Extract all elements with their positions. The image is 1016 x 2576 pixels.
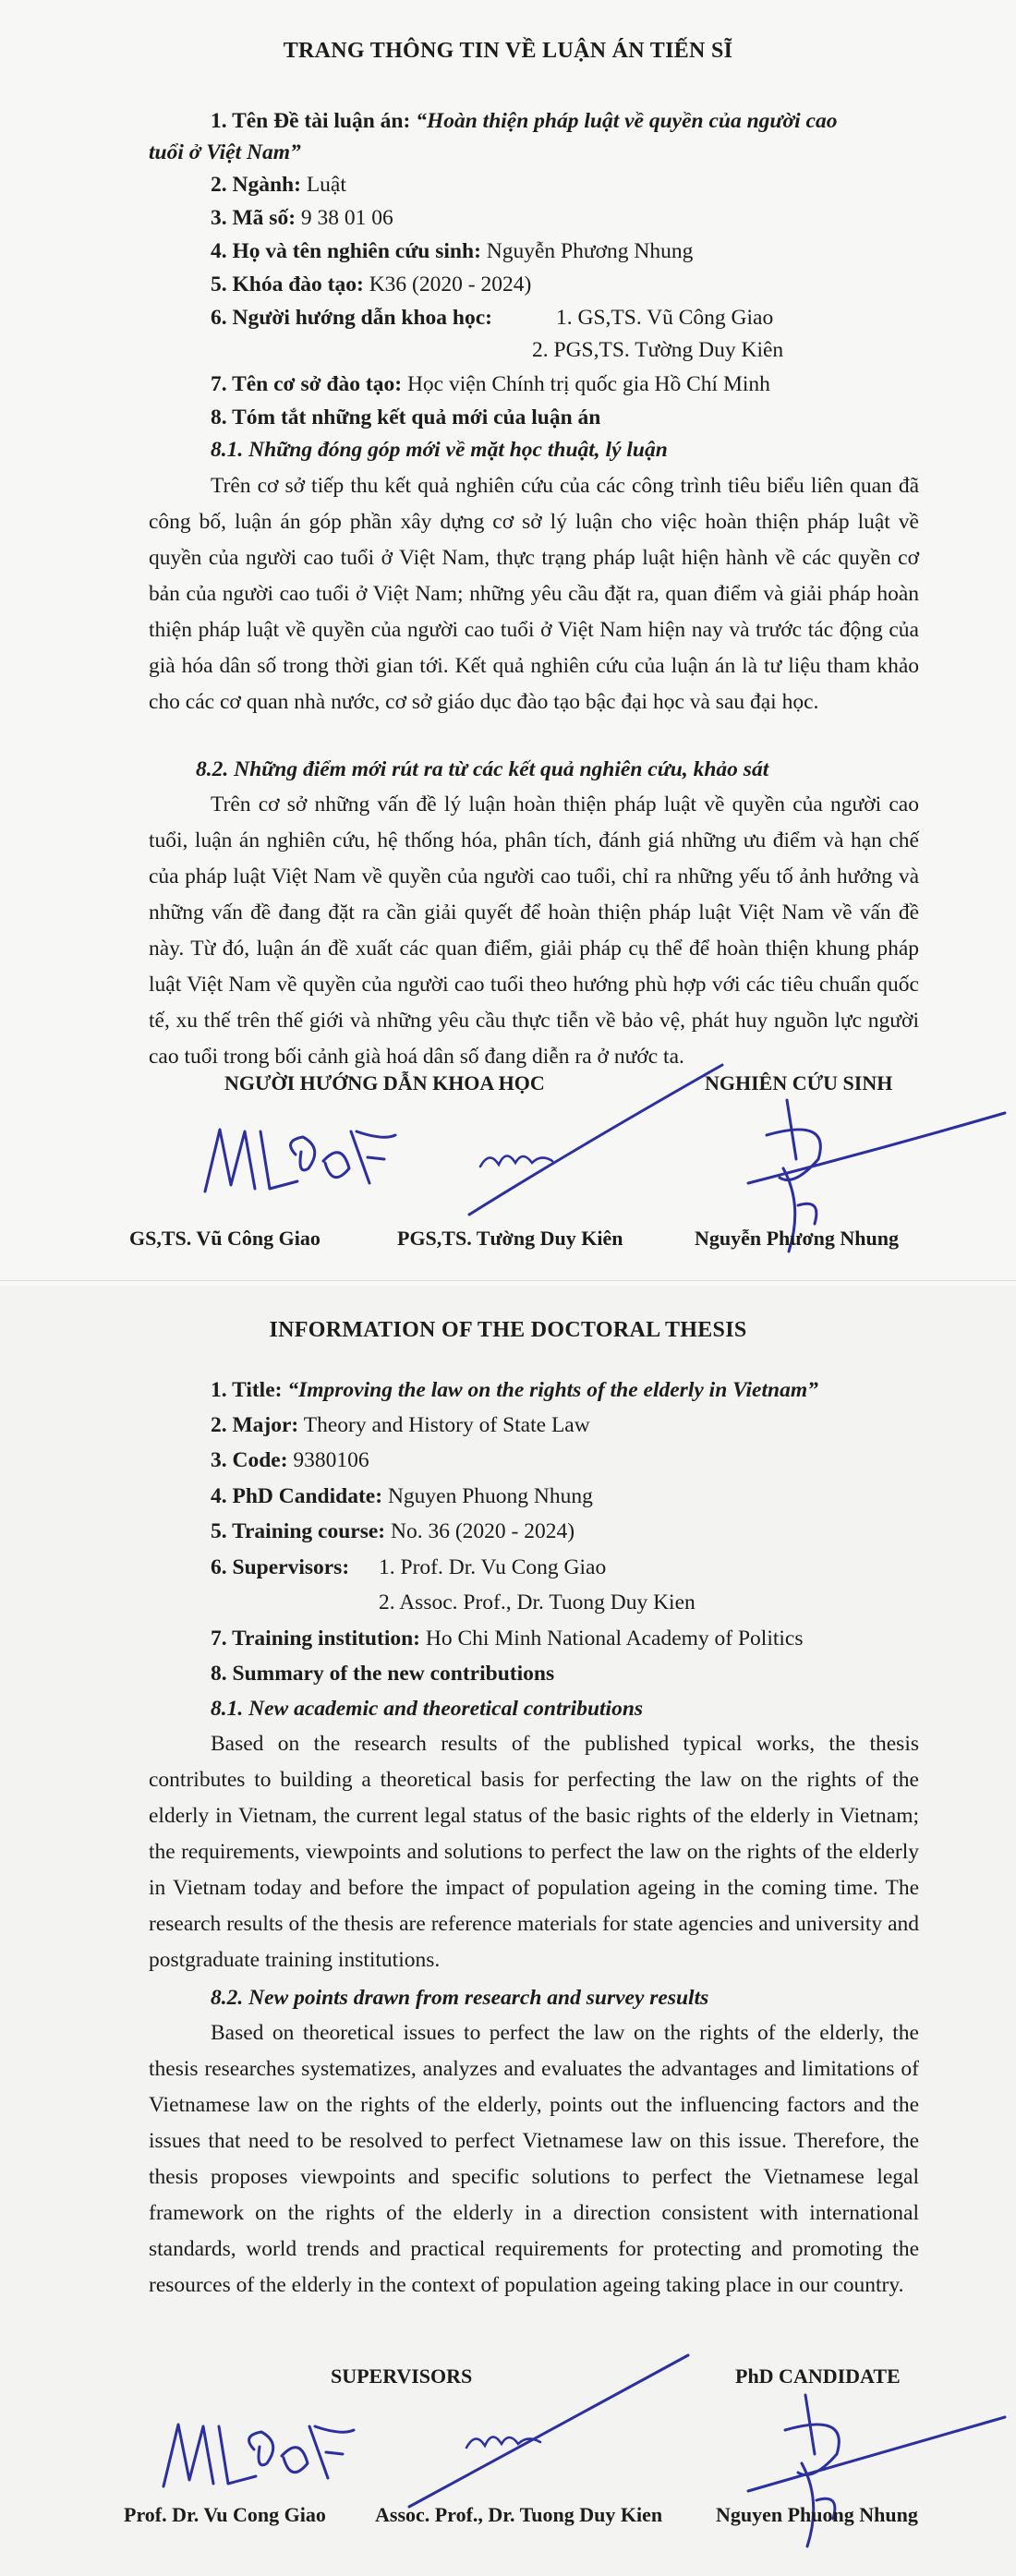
signature-name-3: Nguyễn Phương Nhung [695,1227,900,1250]
field-label: 6. Người hướng dẫn khoa học: [211,306,492,330]
course-field [211,272,531,297]
institution-field [211,1627,804,1651]
supervisors-signature-heading: SUPERVISORS [331,2364,473,2388]
section-heading-8-2: 8.2. New points drawn from research and survey results [211,1986,709,2010]
field-label: 7. Training institution: [211,1627,421,1651]
field-value: Ho Chi Minh National Academy of Politics [425,1627,804,1651]
signature-tuong-duy-kien-icon [462,1058,739,1224]
code-field [211,206,393,231]
field-label: 4. Họ và tên nghiên cứu sinh: [211,239,481,263]
field-value: “Improving the law on the rights of the elderly in Vietnam” [287,1378,818,1402]
field-label: 2. Ngành: [211,173,301,197]
field-label: 5. Khóa đào tạo: [211,272,364,296]
supervisors-signature-heading: NGƯỜI HƯỚNG DẪN KHOA HỌC [224,1071,545,1094]
page-english [0,1286,1016,2576]
section-heading-8-1: 8.1. Những đóng góp mới về mặt học thuật, lý luận [211,438,668,462]
field-value: tuổi ở Việt Nam” [149,140,301,164]
signature-vu-cong-giao-icon [194,1104,406,1205]
field-label: 1. Title: [211,1378,283,1402]
code-field [211,1448,369,1473]
supervisors-field [211,1555,349,1580]
field-label: 7. Tên cơ sở đào tạo: [211,372,403,396]
supervisor-1: 1. Prof. Dr. Vu Cong Giao [379,1555,607,1579]
field-value: 9 38 01 06 [300,206,393,230]
field-value: Luật [306,173,346,197]
section-heading-8-1: 8.1. New academic and theoretical contributions [211,1697,644,1721]
field-value: Theory and History of State Law [303,1413,590,1437]
paragraph-8-2: Based on theoretical issues to perfect the law on the rights of the elderly, the thesis researches systematizes, analyzes and evaluates the advantages and limitations of Vietnamese law on the rights of the elderly, points out the influencing factors and the issues that need to be resolved to perfect Vietnamese law on this issue. Therefore, the thesis proposes viewpoints and specific solutions to perfect the Vietnamese legal framework on the rights of the elderly in a direction consistent with international standards, world trends and practical requirements for protecting and promoting the resources of the elderly in the context of population ageing taking place in our country. [149,2021,919,2297]
field-label: 4. PhD Candidate: [211,1484,383,1508]
page-vietnamese [0,0,1016,1282]
field-value: No. 36 (2020 - 2024) [390,1519,575,1543]
thesis-topic-continued [149,140,301,165]
summary-heading [211,1662,554,1687]
paragraph-8-1: Trên cơ sở tiếp thu kết quả nghiên cứu của các công trình tiêu biểu liên quan đã công bố, luận án góp phần xây dựng cơ sở lý luận cho việc hoàn thiện pháp luật về quyền của người cao tuổi ở Việt Nam, thực trạng pháp luật hiện hành về các quyền cơ bản của người cao tuổi ở Việt Nam; những yêu cầu đặt ra, quan điểm và giải pháp hoàn thiện pháp luật về quyền của người cao tuổi ở Việt Nam hiện nay và trước tác động của già hóa dân số trong thời gian tới. Kết quả nghiên cứu của luận án là tư liệu tham khảo cho các cơ quan nhà nước, cơ sở giáo dục đào tạo bậc đại học và sau đại học. [149,474,919,714]
summary-label: 8. Summary of the new contributions [211,1662,555,1686]
signature-vu-cong-giao-icon [152,2399,365,2500]
field-value: K36 (2020 - 2024) [369,272,532,296]
major-field [211,1413,590,1438]
field-label: 3. Code: [211,1448,288,1472]
signature-name-1: Prof. Dr. Vu Cong Giao [124,2503,326,2526]
field-value: Nguyen Phuong Nhung [387,1484,593,1508]
field-value: Học viện Chính trị quốc gia Hồ Chí Minh [406,372,770,396]
page-title: TRANG THÔNG TIN VỀ LUẬN ÁN TIẾN SĨ [283,39,733,63]
supervisor-1: 1. GS,TS. Vũ Công Giao [556,306,774,330]
field-label: 6. Supervisors: [211,1555,350,1579]
paragraph-8-1: Based on the research results of the published typical works, the thesis contributes to building a theoretical basis for perfecting the law on the rights of the elderly in Vietnam, the current legal status of the basic rights of the elderly in Vietnam; the requirements, viewpoints and solutions to perfect the law on the rights of the elderly in Vietnam today and before the impact of population ageing in the coming time. The research results of the thesis are reference materials for state agencies and university and postgraduate training institutions. [149,1732,919,1972]
thesis-topic-field [211,109,837,134]
summary-label: 8. Tóm tắt những kết quả mới của luận án [211,405,601,429]
supervisor-2: 2. PGS,TS. Tường Duy Kiên [532,338,784,362]
field-label: 2. Major: [211,1413,299,1437]
field-value: 9380106 [293,1448,369,1472]
field-value: “Hoàn thiện pháp luật về quyền của người cao [416,109,838,133]
field-value: Nguyễn Phương Nhung [486,239,694,263]
signature-name-2: PGS,TS. Tường Duy Kiên [397,1227,623,1250]
page-title: INFORMATION OF THE DOCTORAL THESIS [269,1318,747,1342]
field-label: 5. Training course: [211,1519,386,1543]
thesis-title-field [211,1378,818,1403]
candidate-signature-heading: PhD CANDIDATE [735,2364,901,2388]
signature-name-3: Nguyen Phuong Nhung [716,2503,918,2526]
summary-heading [211,405,600,430]
field-label: 3. Mã số: [211,206,296,230]
candidate-field [211,1484,593,1509]
supervisors-field [211,306,492,331]
candidate-field [211,239,693,264]
course-field [211,1519,575,1544]
signature-name-2: Assoc. Prof., Dr. Tuong Duy Kien [375,2503,663,2526]
field-label: 1. Tên Đề tài luận án: [211,109,411,133]
major-field [211,173,346,198]
paragraph-8-2: Trên cơ sở những vấn đề lý luận hoàn thiện pháp luật về quyền của người cao tuổi, luận án nghiên cứu, hệ thống hóa, phân tích, đánh giá những ưu điểm và hạn chế của pháp luật Việt Nam về quyền của người cao tuổi, chỉ ra những yếu tố ảnh hưởng và những vấn đề đang đặt ra cần giải quyết để hoàn thiện pháp luật Việt Nam về vấn đề này. Từ đó, luận án đề xuất các quan điểm, giải pháp cụ thể để hoàn thiện khung pháp luật Việt Nam về quyền của người cao tuổi theo hướng phù hợp với các tiêu chuẩn quốc tế, xu thế trên thế giới và những yêu cầu thực tiễn về bảo vệ, phát huy nguồn lực người cao tuổi trong bối cảnh già hoá dân số đang diễn ra ở nước ta. [149,792,919,1069]
candidate-signature-heading: NGHIÊN CỨU SINH [705,1071,893,1094]
institution-field [211,372,770,397]
section-heading-8-2: 8.2. Những điểm mới rút ra từ các kết quả nghiên cứu, khảo sát [196,757,769,781]
signature-nguyen-phuong-nhung-icon [730,2389,1007,2565]
signature-tuong-duy-kien-icon [402,2348,697,2514]
signature-name-1: GS,TS. Vũ Công Giao [129,1227,321,1250]
supervisor-2: 2. Assoc. Prof., Dr. Tuong Duy Kien [379,1590,695,1615]
